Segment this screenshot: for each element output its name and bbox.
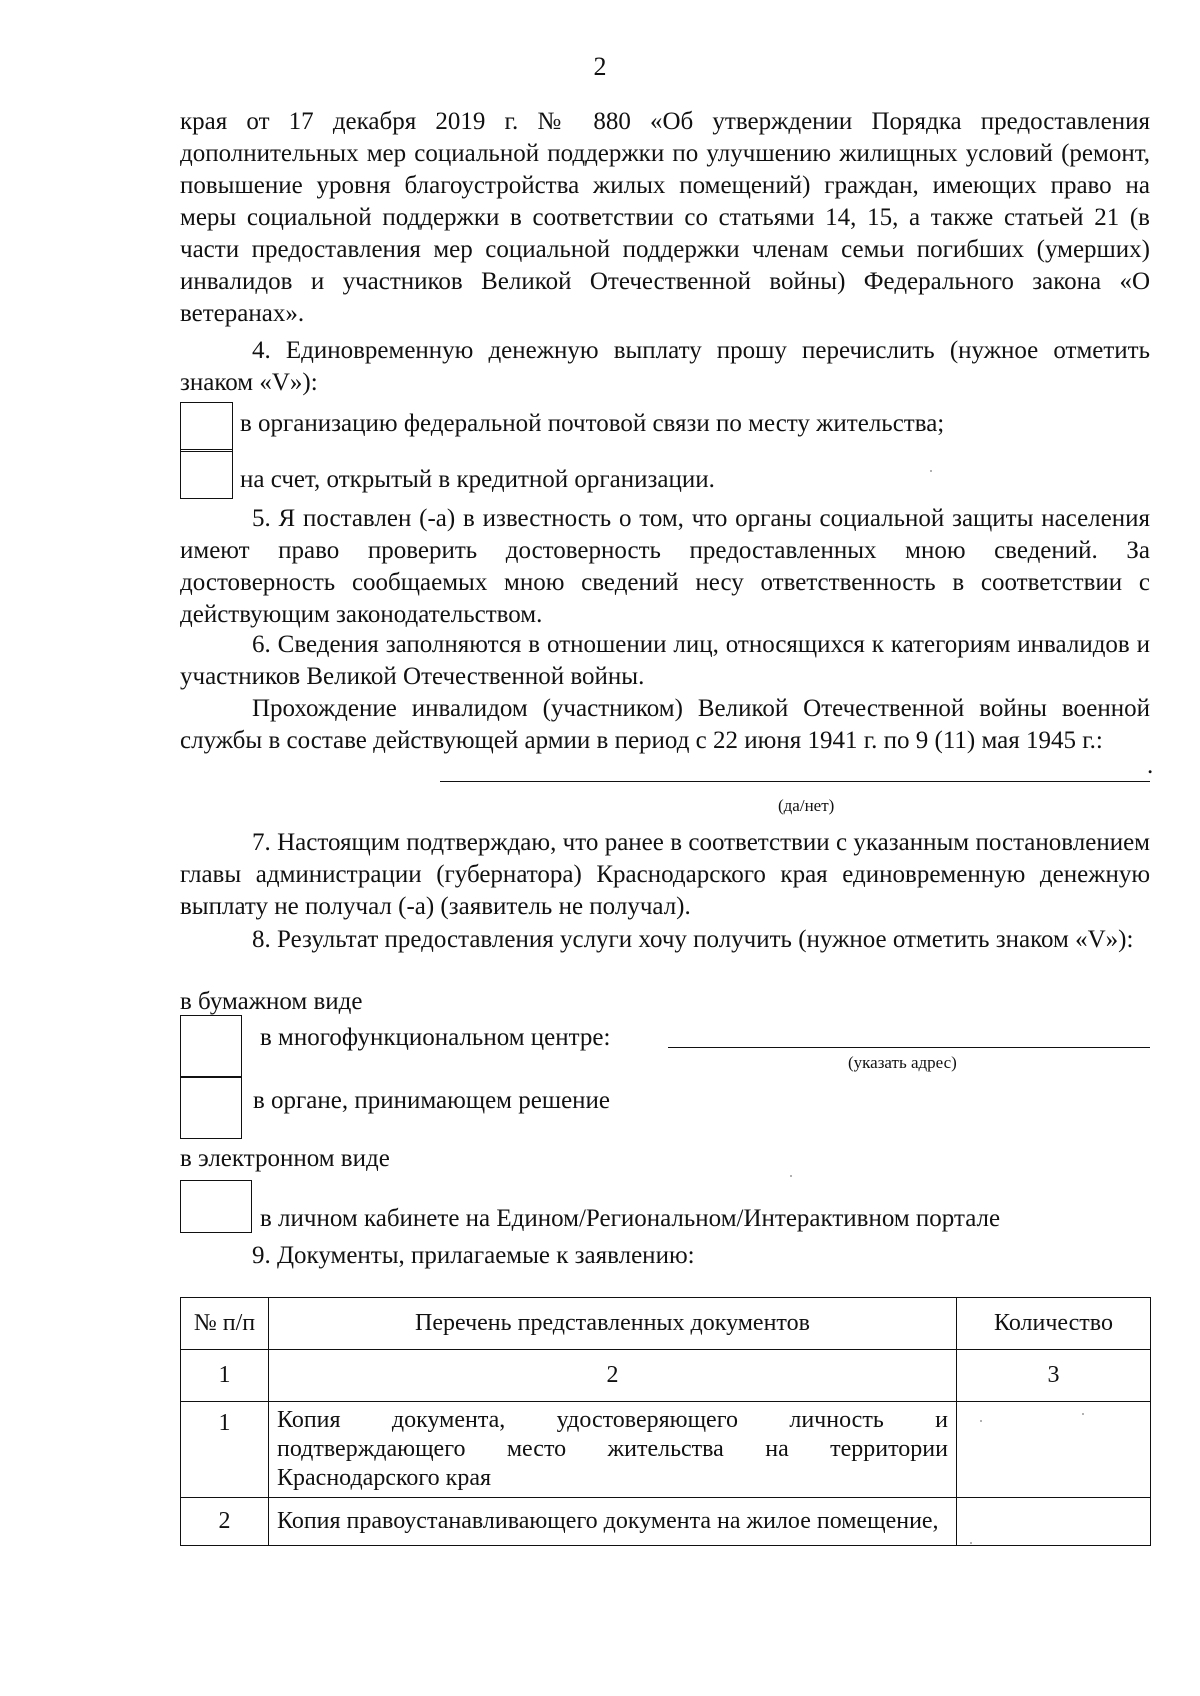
numbering-cell: 1 [181,1350,269,1402]
checkbox-portal[interactable] [180,1180,252,1233]
item8-text: 8. Результат предоставления услуги хочу получить (нужное отметить знаком «V»): [252,926,1134,953]
address-hint: (указать адрес) [848,1053,957,1072]
row-document: Копия правоустанавливающего документа на жилое помещение, [269,1498,957,1546]
row-quantity[interactable] [957,1498,1151,1546]
scan-speck [1082,1413,1084,1415]
checkbox-decision-body[interactable] [180,1077,242,1139]
table-row [181,1402,1151,1498]
page-number: 2 [593,52,607,81]
item4-text: 4. Единовременную денежную выплату прошу перечислить (нужное отметить знаком «V»): [180,337,1150,396]
option-bank-label: на счет, открытый в кредитной организации. [240,466,715,493]
row-quantity[interactable] [957,1402,1151,1498]
item9-text: 9. Документы, прилагаемые к заявлению: [252,1242,695,1269]
checkbox-bank-account[interactable] [180,449,233,499]
paper-form-label: в бумажном виде [180,988,363,1015]
scan-speck [980,1420,982,1422]
row-document: Копия документа, удостоверяющего личность и подтверждающего место жительства на территории Краснодарского края [269,1402,957,1498]
item6-service-label: Прохождение инвалидом (участником) Великой Отечественной войны военной службы в составе действующей армии в период с 22 июня 1941 г. по 9 (11) мая 1945 г.: [180,695,1150,754]
item6-service-text [180,693,1150,757]
header-number: № п/п [181,1298,269,1350]
electronic-form-label: в электронном виде [180,1145,390,1172]
header-quantity: Количество [957,1298,1151,1350]
service-answer-line [440,781,1150,782]
checkbox-mfc[interactable] [180,1015,242,1077]
checkbox-postal[interactable] [180,402,233,452]
scan-speck [790,1175,792,1177]
item5-text: 5. Я поставлен (-а) в известность о том, что органы социальной защиты населения имеют право проверить достоверность предоставленных мною сведений. За достоверность сообщаемых мною сведений несу ответственность в соответствии с действующим законодательством. [180,505,1150,628]
option-mfc-label: в многофункциональном центре: [260,1024,611,1051]
intro-paragraph: края от 17 декабря 2019 г. № 880 «Об утверждении Порядка предоставления дополнительных мер социальной поддержки по улучшению жилищных условий (ремонт, повышение уровня благоустройства жилых помещений) граждан, имеющих право на меры социальной поддержки в соответствии со статьями 14, 15, а также статьей 21 (в части предоставления мер социальной поддержки членам семьи погибших (умерших) инвалидов и участников Великой Отечественной войны) Федерального закона «О ветеранах». [180,108,1150,327]
item6-text: 6. Сведения заполняются в отношении лиц, относящихся к категориям инвалидов и участников Великой Отечественной войны. [180,631,1150,690]
numbering-cell: 3 [957,1350,1151,1402]
option-portal-label: в личном кабинете на Едином/Региональном/Интерактивном портале [260,1205,1001,1232]
table-numbering-row [181,1350,1151,1402]
service-answer-period: . [1147,752,1154,779]
mfc-address-line [668,1047,1150,1048]
table-header-row [181,1298,1151,1350]
row-number: 2 [181,1498,269,1546]
table-row [181,1498,1151,1546]
documents-table [180,1297,1151,1546]
header-documents: Перечень представленных документов [269,1298,957,1350]
option-postal-label: в организацию федеральной почтовой связи по месту жительства; [240,410,945,437]
scan-speck [930,470,932,472]
numbering-cell: 2 [269,1350,957,1402]
yes-no-hint: (да/нет) [778,796,835,815]
scan-speck [970,1542,972,1544]
option-decision-body-label: в органе, принимающем решение [253,1087,611,1114]
item7-text: 7. Настоящим подтверждаю, что ранее в соответствии с указанным постановлением главы администрации (губернатора) Краснодарского края единовременную денежную выплату не получал (-а) (заявитель не получал). [180,829,1150,920]
row-number: 1 [181,1402,269,1498]
